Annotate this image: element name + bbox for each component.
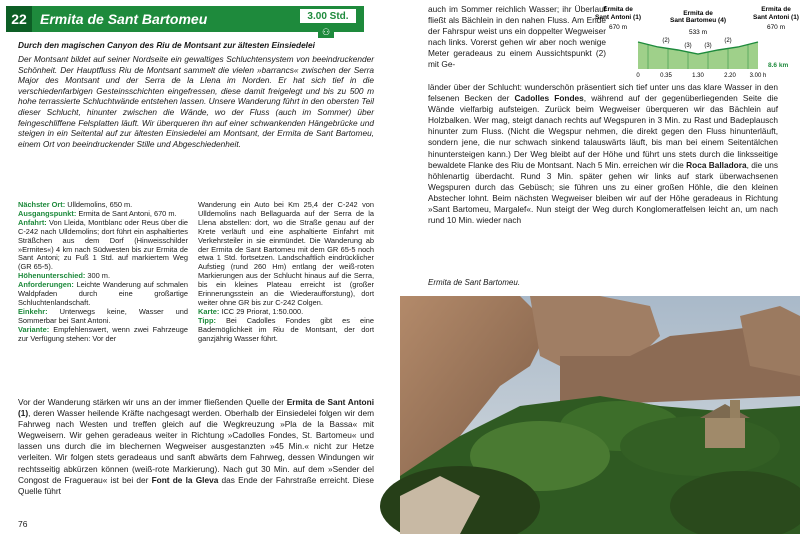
route-subtitle: Durch den magischen Canyon des Riu de Montsant zur ältesten Einsiedelei	[18, 40, 315, 50]
profile-time: 0.35	[660, 73, 672, 79]
info-entry	[18, 326, 188, 344]
profile-time: 0	[636, 73, 640, 79]
route-number: 22	[6, 6, 32, 32]
info-label: Karte:	[198, 306, 220, 316]
info-entry	[198, 317, 374, 344]
route-title: Ermita de Sant Bartomeu	[40, 11, 208, 27]
main-text-left	[18, 397, 374, 497]
main-text-right-top: auch im Sommer reichlich Wasser; ihr Überlauf fließt als Bächlein in den nahen Fluss. Am Ende der Fahrspur weist uns ein doppelter Wegweiser nach links. Vorerst gehen wir aber noch wenige Meter geradeaus zu einem Aussichtspunkt (2) mit Ge-	[428, 4, 606, 70]
info-text: Leichte Wanderung auf schmalen Waldpfaden durch eine großartige Schluchtenlandschaft.	[18, 280, 188, 307]
profile-waypoint: (2)	[662, 38, 670, 44]
info-label: Ausgangspunkt:	[18, 208, 77, 218]
info-variant-continued: Wanderung ein Auto bei Km 25,4 der C-242 von Ulldemolins nach Bellaguarda auf der Serra de la Llena abstellen: dort, wo die Straße genau auf der Krete verläuft und eine asphaltierte Einfahrt mit Verkehrsteiler in sie einmündet. Die Wanderung ab der Ermita de Sant Bartomeu mit dem GR 65-5 noch etwa 1 Std. fortsetzen. Landschaftlich eindrücklicher Aufstieg (rund 260 Hm) entlang der weiß-roten Markierungen aus der Schlucht hinaus auf die Serra, bis ein kleines Plateau erreicht ist (großer Erinnerungsstein an die Wiederaufforstung), dort weiter ohne GR bis zur C-242 Colgen.	[198, 200, 374, 307]
info-column-2	[198, 201, 374, 344]
info-label: Einkehr:	[18, 306, 48, 316]
profile-alt-end: 670 m	[766, 24, 786, 31]
profile-label-end-1: Ermita de	[761, 6, 791, 13]
info-label: Variante:	[18, 324, 50, 334]
info-entry	[18, 219, 188, 272]
intro-paragraph: Der Montsant bildet auf seiner Nordseite ein gewaltiges Schluchtensystem von beeindruckender Schönheit. Der Hauptfluss Riu de Montsant sammelt die vielen »barrancs« zwischen der Serra Major des Montsant und der Serra de la Llena im Norden. Er hat sich tief in die verschiedenfarbigen Gesteinsschichten eingefressen, diese damit freigelegt und bis zu 500 m hohe terrassierte Schluchtwände entstehen lassen. Unsere Wanderung führt in den obersten Teil dieser Schlucht, hinunter zwischen die Wände, wo der Fluss (auch im Sommer) über feingeschliffene Felsplatten läuft. Wir überqueren ihn auf einer schwankenden Hängebrücke und steigen in ein Seitental auf zur ältesten Einsiedelei am Montsant, der Ermita de Sant Bartomeu, einem Ort von beeindruckender Stille und Abgeschiedenheit.	[18, 54, 374, 149]
info-text: ICC 29 Priorat, 1:50.000.	[219, 306, 304, 316]
profile-waypoint: (3)	[684, 43, 692, 49]
info-text: Empfehlenswert, wenn zwei Fahrzeuge zur Verfügung stehen: Vor der	[18, 324, 188, 343]
profile-alt-start: 670 m	[608, 24, 628, 31]
profile-time: 3.00 h	[749, 73, 767, 79]
profile-label-mid-1: Ermita de	[683, 10, 713, 17]
info-text: Bei Cadolles Fondes gibt es eine Bademöglichkeit im Riu de Montsant, der dort ganzjährig Wasser führt.	[198, 315, 374, 343]
photo-caption: Ermita de Sant Bartomeu.	[428, 278, 521, 287]
profile-label-mid-2: Sant Bartomeu (4)	[670, 17, 726, 24]
profile-label-end-2: Sant Antoni (1)	[753, 14, 799, 21]
info-text: Ermita de Sant Antoni, 670 m.	[76, 208, 177, 218]
text-run: das Ende der Fahrstraße erreicht. Diese Quelle führt	[18, 474, 374, 496]
place-roca-balladora: Roca Balladora	[686, 159, 747, 170]
info-label: Tipp:	[198, 315, 216, 325]
profile-alt-mid: 533 m	[688, 29, 708, 36]
elevation-profile	[595, 4, 799, 84]
info-label: Anforderungen:	[18, 280, 74, 290]
info-text: Von Lleida, Montblanc oder Reus über die C-242 nach Ulldemolins; dort führt ein asphaltiertes Sträßchen aus dem Dorf (Hinweisschilder »Ermites«) 4 km nach Südwesten bis zur Ermita de Sant Antoni; zu Fuß 1 Std. auf markiertem Weg (GR 65-5).	[18, 217, 188, 272]
info-text: Ulldemolins, 650 m.	[65, 200, 133, 209]
profile-distance: 8.6 km	[768, 62, 789, 69]
profile-label-start-1: Ermita de	[603, 6, 633, 13]
place-cadolles-fondes: Cadolles Fondes	[514, 93, 584, 104]
place-ermita-sant-antoni: Ermita de Sant Antoni (1)	[18, 397, 374, 419]
text-run: Vor der Wanderung stärken wir uns an der immer fließenden Quelle der	[18, 397, 287, 407]
info-text: 300 m.	[85, 271, 110, 281]
duration-badge: 3.00 Std.	[299, 8, 357, 24]
info-entry	[18, 281, 188, 308]
profile-label-start-2: Sant Antoni (1)	[595, 14, 641, 21]
landscape-photo	[400, 296, 800, 534]
profile-waypoint: (3)	[704, 43, 712, 49]
text-run: , deren Wasser heilende Kräfte nachgesagt werden. Oberhalb der Einsiedelei folgen wir dem Fahrweg nach Westen und treffen gleich auf die Wegkreuzung »Pla de la Bassa« mit Wegweisern. Wir gehen geradeaus weiter in Richtung »Cadolles Fondes, St. Bartomeu« und lassen uns durch die im blechernen Wegweiser ausgestanzten »45 Min.« nicht zur Hetze verleiten. Wir folgen stets geradeaus und sanft abwärts dem Fahrweg, dessen Windungen wir rechtsseitig abkürzen können (weiß-rote Markierung). Nach gut 30 Min. auf dem »Sender del Congost de Fraguerau« ist bei der	[18, 408, 374, 485]
text-run: , die uns höhlenartig überdacht. Rund 3 Min. später gehen wir links auf stark überwachsenen Wegspuren durch das Gebüsch; sie führen uns zu einer großen Höhle, die den kleinen Abstecher lohnt. Beim nächsten Wegweiser bleiben wir auf der Höhe geradeaus in Richtung »Sant Bartomeu, Margalef«. Nun steigt der Weg durch Konglomeratfelsen leicht an, um nach rund 10 Min. wieder nach	[428, 159, 778, 226]
page-number: 76	[18, 519, 28, 529]
text-run: , während auf der gegenüberliegenden Seite die Wände vielfarbig aufsteigen. Zurück beim Wegweiser überqueren wir das Bächlein auf Holzbalken. Wer mag, steigt danach rechts auf Wegspuren in 3 Min. zu Rast und Badeplausch hinunter zum Fluss. (Nicht die Wegspur nehmen, die direkt gegen den Fluss hinunterläuft, sondern jene, die nur schwach sinkend talauswärts läuft, bis man bei einem Seitentälchen hinuntersteigen kann.) Der Weg bleibt auf der Höhe und führt uns stets durch die linksseitige bewaldete Flanke des Riu de Montsant. Nach 5 Min. erreichen wir die	[428, 93, 779, 170]
place-font-de-la-gleva: Font de la Gleva	[151, 474, 219, 485]
right-page	[400, 0, 800, 534]
info-column-1	[18, 201, 188, 344]
profile-time: 1.30	[692, 73, 704, 79]
info-label: Nächster Ort:	[18, 200, 66, 209]
profile-waypoint: (2)	[724, 38, 732, 44]
text-run: länder über der Schlucht: wunderschön präsentiert sich tief unter uns das klare Wasser in den felsenen Becken der	[428, 82, 778, 104]
profile-time: 2.20	[724, 73, 736, 79]
info-entry	[18, 308, 188, 326]
info-text: Unterwegs keine, Wasser und Sommerbar bei Sant Antoni.	[18, 306, 188, 325]
main-text-right	[428, 82, 778, 226]
family-icon: ⚇	[318, 26, 334, 38]
info-label: Höhenunterschied:	[18, 271, 86, 281]
info-label: Anfahrt:	[18, 217, 47, 227]
